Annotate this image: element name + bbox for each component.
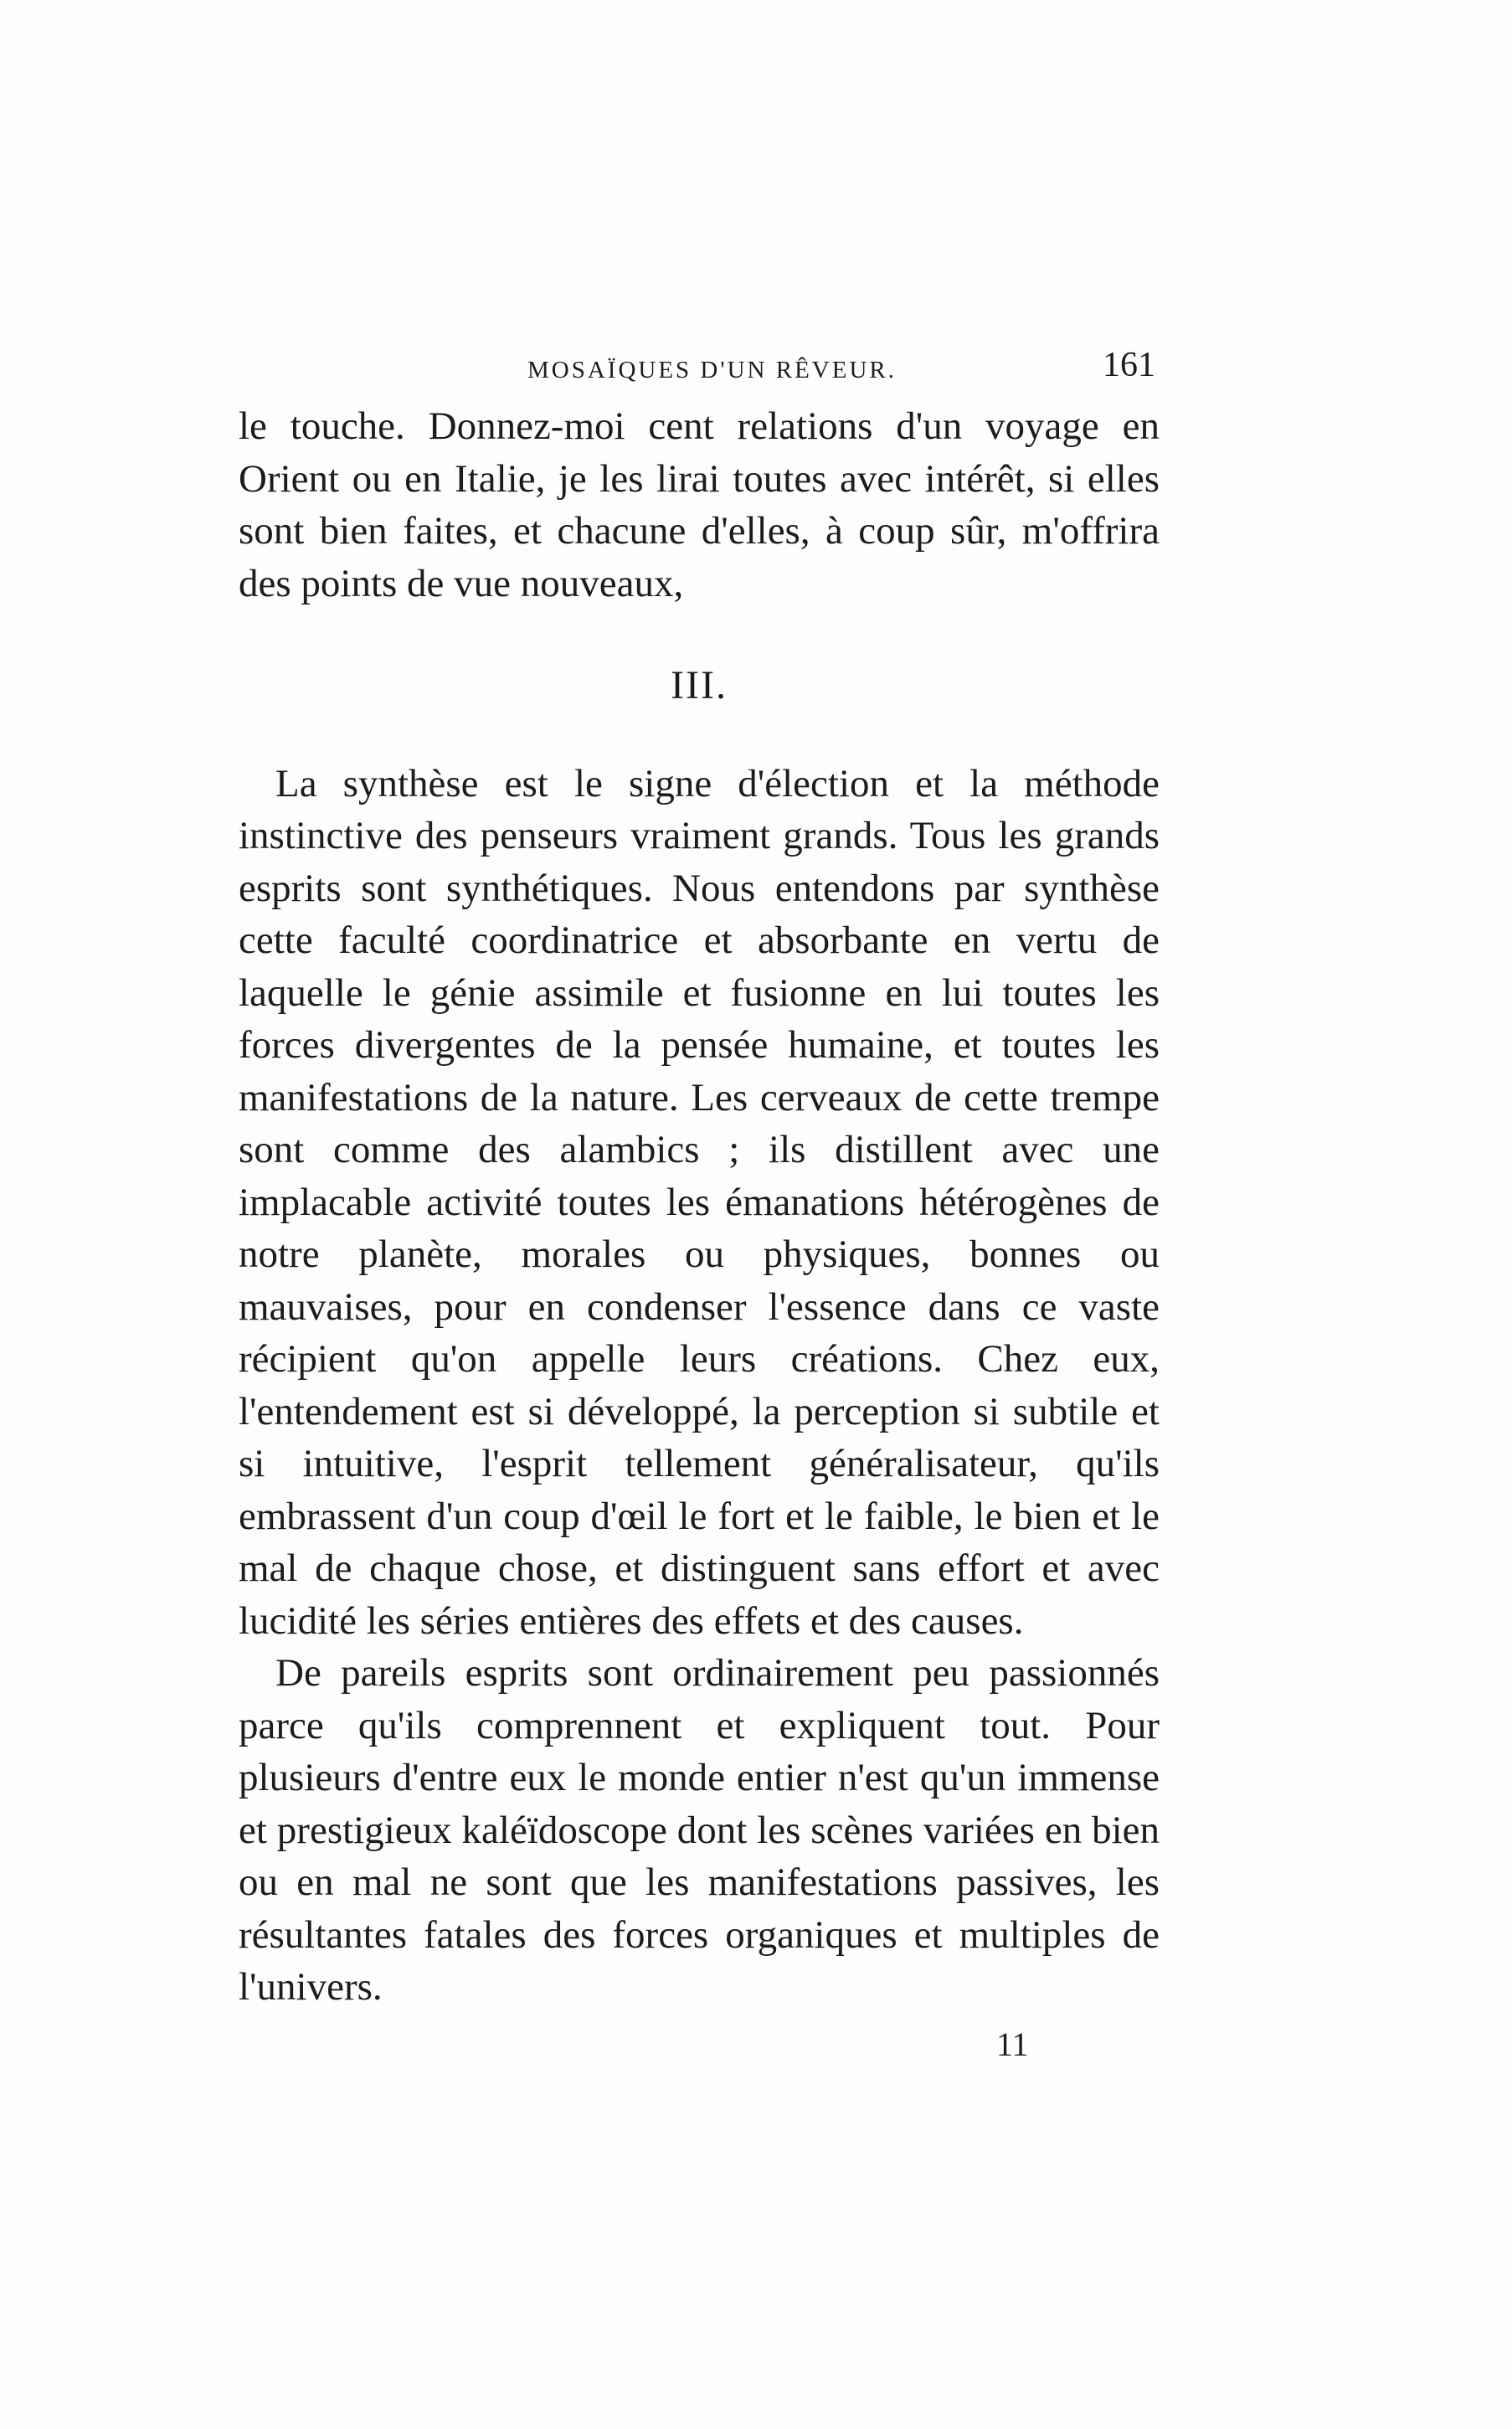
printer-signature-mark: 11: [996, 2025, 1029, 2063]
paragraph: De pareils esprits sont ordinairement peu passionnés parce qu'ils comprennent et expliquent tout. Pour plusieurs d'entre eux le monde entier n'est qu'un immense et prestigieux kaléïdoscope dont les scènes variées en bien ou en mal ne sont que les manifestations passives, les résultantes fatales des forces organiques et multiples de l'univers.: [239, 1651, 1160, 2009]
section-heading: III.: [671, 663, 728, 708]
paragraph-continued: le touche. Donnez-moi cent relations d'un voyage en Orient ou en Italie, je les lirai toutes avec intérêt, si elles sont bien faites, et chacune d'elles, à coup sûr, m'offrira des points de vue nouveaux,: [239, 404, 1160, 605]
running-title: MOSAÏQUES D'UN RÊVEUR.: [527, 357, 897, 383]
page-number: 161: [1103, 346, 1155, 384]
running-head: [243, 345, 1155, 395]
paragraph: La synthèse est le signe d'élection et la méthode instinctive des penseurs vraiment grands. Tous les grands esprits sont synthétiques. Nous entendons par synthèse cette faculté coordinatrice et absorbante en vertu de laquelle le génie assimile et fusionne en lui toutes les forces divergentes de la pensée humaine, et toutes les manifestations de la nature. Les cerveaux de cette trempe sont comme des alambics ; ils distillent avec une implacable activité toutes les émanations hétérogènes de notre planète, morales ou physiques, bonnes ou mauvaises, pour en condenser l'essence dans ce vaste récipient qu'on appelle leurs créations. Chez eux, l'entendement est si développé, la perception si subtile et si intuitive, l'esprit tellement généralisateur, qu'ils embrassent d'un coup d'œil le fort et le faible, le bien et le mal de chaque chose, et distinguent sans effort et avec lucidité les séries entières des effets et des causes.: [239, 761, 1160, 1643]
body-text: [239, 400, 1160, 2014]
